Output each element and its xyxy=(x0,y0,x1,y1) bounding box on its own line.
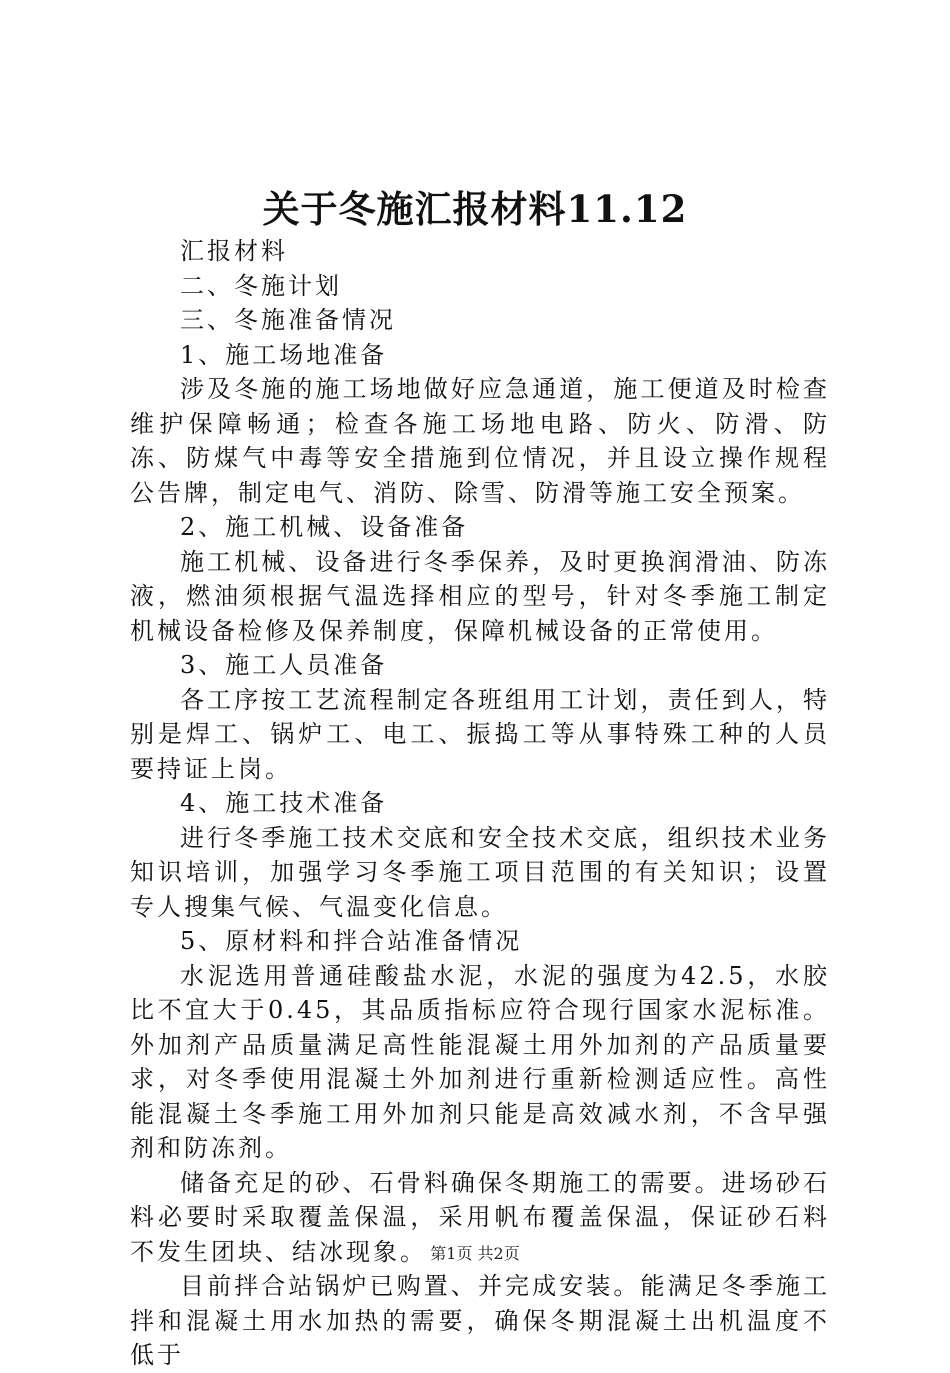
paragraph-site: 涉及冬施的施工场地做好应急通道，施工便道及时检查维护保障畅通；检查各施工场地电路、防火、防滑、防冻、防煤气中毒等安全措施到位情况，并且设立操作规程公告牌，制定电气、消防、除雪、防滑等施工安全预案。 xyxy=(130,375,830,507)
document-title: 关于冬施汇报材料11.12 xyxy=(262,187,688,231)
subsection-heading-materials: 5、原材料和拌合站准备情况 xyxy=(180,927,523,955)
paragraph-personnel: 各工序按工艺流程制定各班组用工计划，责任到人，特别是焊工、锅炉工、电工、振捣工等从事特殊工种的人员要持证上岗。 xyxy=(130,685,830,783)
report-heading: 汇报材料 xyxy=(180,237,288,265)
page-footer: 第1页 共2页 xyxy=(430,1244,520,1263)
paragraph-aggregate: 储备充足的砂、石骨料确保冬期施工的需要。进场砂石料必要时采取覆盖保温，采用帆布覆盖保温，保证砂石料不发生团块、结冰现象。 xyxy=(130,1168,830,1266)
paragraph-technical: 进行冬季施工技术交底和安全技术交底，组织技术业务知识培训，加强学习冬季施工项目范围的有关知识；设置专人搜集气候、气温变化信息。 xyxy=(130,823,830,921)
subsection-heading-machinery: 2、施工机械、设备准备 xyxy=(180,513,469,541)
section-heading-preparation: 三、冬施准备情况 xyxy=(180,306,396,334)
paragraph-mixing-station: 目前拌合站锅炉已购置、并完成安装。能满足冬季施工拌和混凝土用水加热的需要，确保冬期混凝土出机温度不低于 xyxy=(130,1272,830,1369)
section-heading-plan: 二、冬施计划 xyxy=(180,271,342,300)
paragraph-machinery: 施工机械、设备进行冬季保养，及时更换润滑油、防冻液，燃油须根据气温选择相应的型号，针对冬季施工制定机械设备检修及保养制度，保障机械设备的正常使用。 xyxy=(130,547,830,645)
subsection-heading-site: 1、施工场地准备 xyxy=(180,340,388,369)
paragraph-cement: 水泥选用普通硅酸盐水泥，水泥的强度为42.5，水胶比不宜大于0.45，其品质指标应符合现行国家水泥标准。外加剂产品质量满足高性能混凝土用外加剂的产品质量要求，对冬季使用混凝土外加剂进行重新检测适应性。高性能混凝土冬季施工用外加剂只能是高效减水剂，不含早强剂和防冻剂。 xyxy=(130,961,830,1162)
subsection-heading-technical: 4、施工技术准备 xyxy=(180,789,388,817)
document-body xyxy=(130,234,830,1373)
subsection-heading-personnel: 3、施工人员准备 xyxy=(180,651,388,679)
